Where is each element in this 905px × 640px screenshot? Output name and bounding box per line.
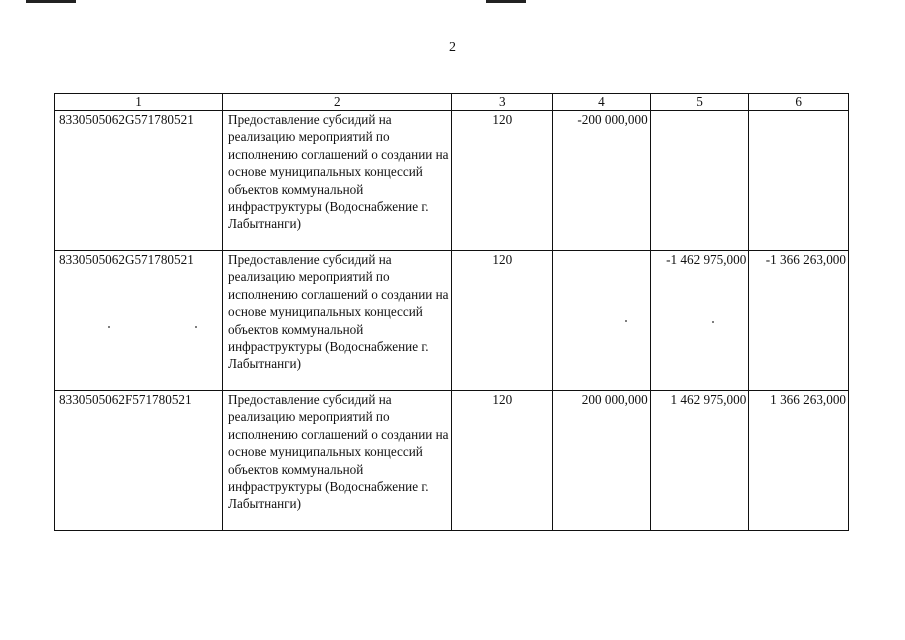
scan-edge-mark-right <box>486 0 526 3</box>
scan-speck <box>195 326 197 328</box>
row-col6 <box>749 111 849 251</box>
row-col3: 120 <box>452 111 553 251</box>
scan-edge-mark-left <box>26 0 76 3</box>
row-col5 <box>650 111 749 251</box>
row-col4: 200 000,000 <box>553 391 651 531</box>
table-row <box>55 391 849 531</box>
table-row <box>55 251 849 391</box>
scan-speck <box>625 320 627 322</box>
scan-speck <box>108 326 110 328</box>
scan-speck <box>712 321 714 323</box>
budget-table <box>54 93 849 531</box>
row-description: Предоставление субсидий на реализацию мероприятий по исполнению соглашений о создании на основе муниципальных концессий объектов коммунальной инфраструктуры (Водоснабжение г. Лабытнанги) <box>223 391 452 531</box>
header-col-1: 1 <box>55 94 223 111</box>
header-col-4: 4 <box>553 94 651 111</box>
table-row <box>55 111 849 251</box>
header-col-6: 6 <box>749 94 849 111</box>
header-col-2: 2 <box>223 94 452 111</box>
row-col3: 120 <box>452 391 553 531</box>
row-description: Предоставление субсидий на реализацию мероприятий по исполнению соглашений о создании на основе муниципальных концессий объектов коммунальной инфраструктуры (Водоснабжение г. Лабытнанги) <box>223 111 452 251</box>
row-code: 8330505062G571780521 <box>55 251 223 391</box>
header-col-5: 5 <box>650 94 749 111</box>
row-col5: -1 462 975,000 <box>650 251 749 391</box>
row-col6: -1 366 263,000 <box>749 251 849 391</box>
row-col4: -200 000,000 <box>553 111 651 251</box>
header-col-3: 3 <box>452 94 553 111</box>
row-col4 <box>553 251 651 391</box>
table-header-row <box>55 94 849 111</box>
row-col5: 1 462 975,000 <box>650 391 749 531</box>
row-description: Предоставление субсидий на реализацию мероприятий по исполнению соглашений о создании на основе муниципальных концессий объектов коммунальной инфраструктуры (Водоснабжение г. Лабытнанги) <box>223 251 452 391</box>
row-col3: 120 <box>452 251 553 391</box>
row-code: 8330505062F571780521 <box>55 391 223 531</box>
row-code: 8330505062G571780521 <box>55 111 223 251</box>
page-number: 2 <box>449 40 456 55</box>
row-col6: 1 366 263,000 <box>749 391 849 531</box>
